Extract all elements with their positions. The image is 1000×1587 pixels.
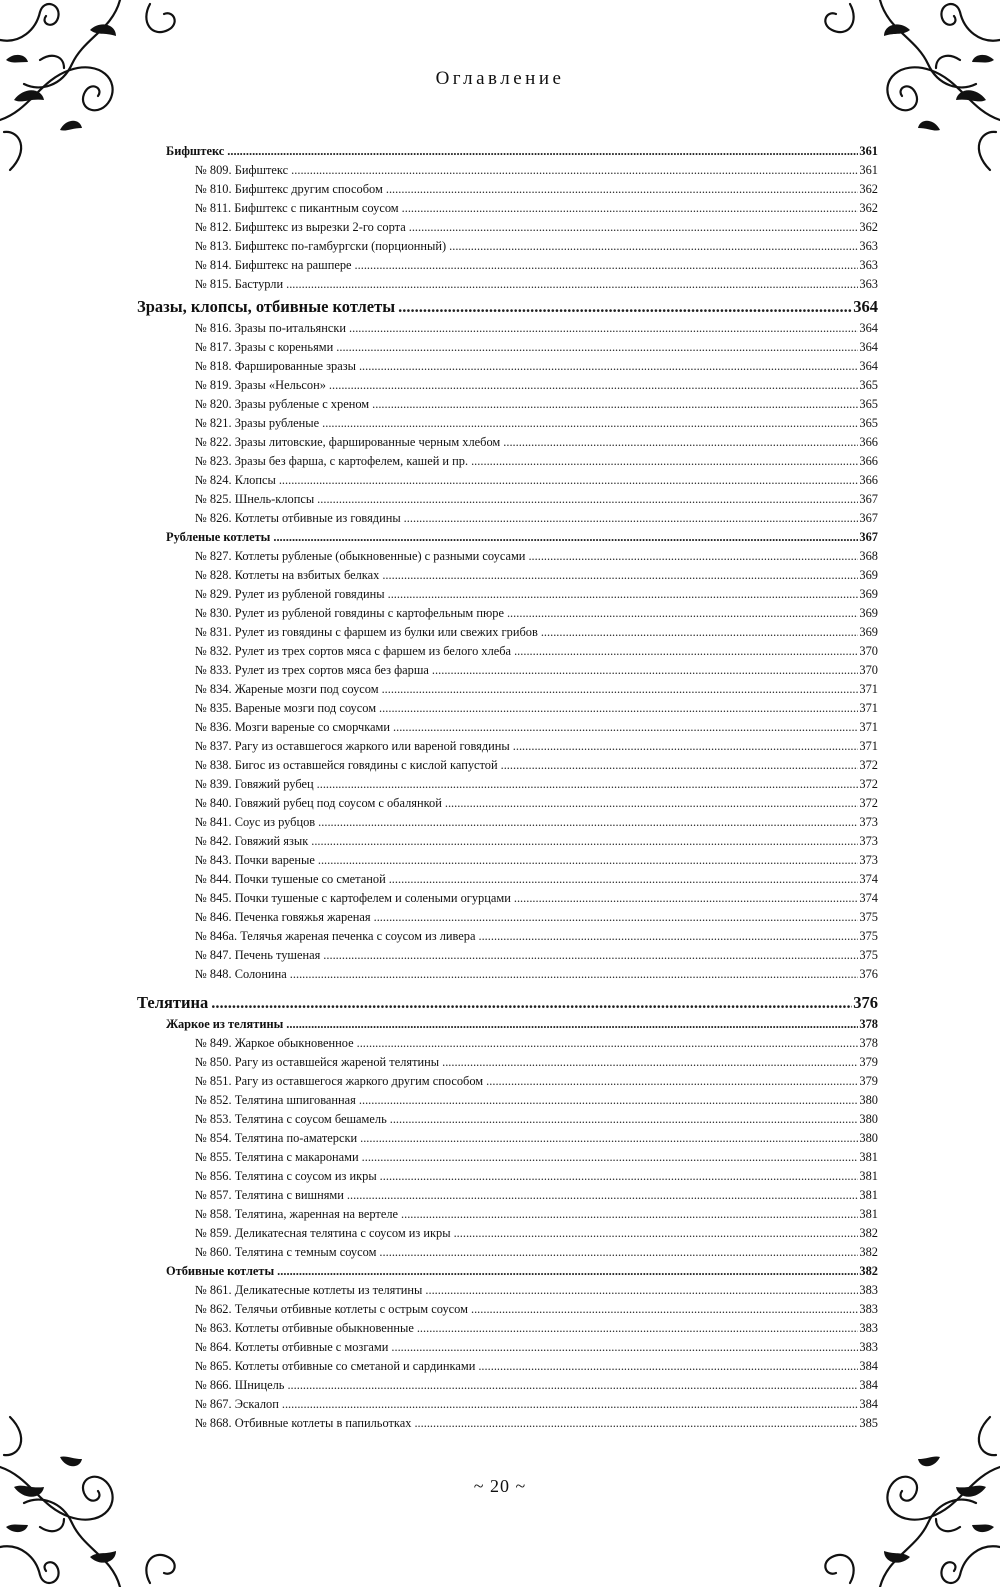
page-number: ~ 20 ~ xyxy=(473,1476,527,1496)
toc-page-number: 363 xyxy=(859,239,878,253)
toc-page-number: 367 xyxy=(859,530,878,544)
toc-page-number: 371 xyxy=(859,739,878,753)
toc-page-number: 376 xyxy=(859,967,878,981)
dot-leader xyxy=(478,929,858,944)
toc-entry xyxy=(137,359,878,378)
dot-leader xyxy=(432,663,858,678)
toc-title: Отбивные котлеты xyxy=(166,1264,275,1278)
toc-title: № 865. Котлеты отбивные со сметаной и сардинками xyxy=(195,1359,476,1373)
dot-leader xyxy=(349,321,858,336)
toc-entry xyxy=(137,663,878,682)
toc-page-number: 365 xyxy=(859,378,878,392)
table-of-contents xyxy=(137,144,878,1435)
toc-page-number: 363 xyxy=(859,258,878,272)
toc-title: № 868. Отбивные котлеты в папильотках xyxy=(195,1416,412,1430)
toc-page-number: 364 xyxy=(859,321,878,335)
dot-leader xyxy=(409,220,859,235)
toc-entry xyxy=(137,853,878,872)
dot-leader xyxy=(317,777,859,792)
toc-page-number: 364 xyxy=(859,340,878,354)
toc-page-number: 371 xyxy=(859,701,878,715)
toc-entry xyxy=(137,606,878,625)
toc-entry xyxy=(137,1378,878,1397)
toc-entry xyxy=(137,163,878,182)
toc-page-number: 384 xyxy=(859,1378,878,1392)
toc-page-number: 367 xyxy=(859,492,878,506)
toc-entry xyxy=(137,568,878,587)
toc-title: № 839. Говяжий рубец xyxy=(195,777,314,791)
toc-page-number: 380 xyxy=(859,1112,878,1126)
toc-title: № 843. Почки вареные xyxy=(195,853,315,867)
dot-leader xyxy=(322,416,858,431)
toc-page-number: 365 xyxy=(859,397,878,411)
toc-title: № 809. Бифштекс xyxy=(195,163,289,177)
toc-entry xyxy=(137,1169,878,1188)
toc-entry xyxy=(137,201,878,220)
dot-leader xyxy=(449,239,858,254)
toc-page-number: 383 xyxy=(859,1321,878,1335)
toc-title: № 847. Печень тушеная xyxy=(195,948,321,962)
toc-entry xyxy=(137,758,878,777)
toc-entry xyxy=(137,967,878,986)
toc-title: № 846а. Телячья жареная печенка с соусом из ливера xyxy=(195,929,476,943)
toc-page-number: 380 xyxy=(859,1131,878,1145)
dot-leader xyxy=(445,796,859,811)
toc-page-number: 381 xyxy=(859,1169,878,1183)
dot-leader xyxy=(317,492,858,507)
dot-leader xyxy=(318,815,858,830)
toc-title: № 862. Телячьи отбивные котлеты с острым соусом xyxy=(195,1302,468,1316)
dot-leader xyxy=(277,1264,858,1279)
dot-leader xyxy=(286,277,858,292)
toc-entry xyxy=(137,1036,878,1055)
toc-page-number: 371 xyxy=(859,682,878,696)
toc-section xyxy=(137,297,878,321)
toc-title: № 820. Зразы рубленые с хреном xyxy=(195,397,370,411)
toc-entry xyxy=(137,258,878,277)
toc-page-number: 375 xyxy=(859,929,878,943)
toc-page-number: 381 xyxy=(859,1188,878,1202)
toc-title: № 858. Телятина, жаренная на вертеле xyxy=(195,1207,398,1221)
toc-entry xyxy=(137,1340,878,1359)
toc-title: № 846. Печенка говяжья жареная xyxy=(195,910,371,924)
toc-title: № 837. Рагу из оставшегося жаркого или вареной говядины xyxy=(195,739,510,753)
toc-page-number: 382 xyxy=(859,1226,878,1240)
toc-title: № 844. Почки тушеные со сметаной xyxy=(195,872,386,886)
toc-title: № 845. Почки тушеные с картофелем и солеными огурцами xyxy=(195,891,511,905)
toc-page-number: 381 xyxy=(859,1207,878,1221)
toc-entry xyxy=(137,1055,878,1074)
toc-entry xyxy=(137,815,878,834)
toc-title: Жаркое из телятины xyxy=(166,1017,284,1031)
toc-entry xyxy=(137,1283,878,1302)
toc-title: № 860. Телятина с темным соусом xyxy=(195,1245,377,1259)
toc-title: № 812. Бифштекс из вырезки 2-го сорта xyxy=(195,220,406,234)
toc-page-number: 380 xyxy=(859,1093,878,1107)
toc-title: № 866. Шницель xyxy=(195,1378,285,1392)
dot-leader xyxy=(471,1302,858,1317)
toc-page-number: 372 xyxy=(859,777,878,791)
toc-entry xyxy=(137,1074,878,1093)
toc-title: № 848. Солонина xyxy=(195,967,287,981)
toc-entry xyxy=(137,1131,878,1150)
dot-leader xyxy=(282,1397,859,1412)
toc-page-number: 381 xyxy=(859,1150,878,1164)
dot-leader xyxy=(390,1112,859,1127)
toc-page-number: 363 xyxy=(859,277,878,291)
dot-leader xyxy=(360,1131,858,1146)
toc-title: № 815. Бастурли xyxy=(195,277,284,291)
dot-leader xyxy=(388,587,859,602)
dot-leader xyxy=(359,359,858,374)
toc-entry xyxy=(137,1397,878,1416)
toc-entry xyxy=(137,378,878,397)
toc-title: № 829. Рулет из рубленой говядины xyxy=(195,587,385,601)
dot-leader xyxy=(391,1340,858,1355)
toc-entry xyxy=(137,1302,878,1321)
toc-entry xyxy=(137,340,878,359)
toc-entry xyxy=(137,796,878,815)
toc-page-number: 383 xyxy=(859,1283,878,1297)
toc-entry xyxy=(137,872,878,891)
toc-page-number: 373 xyxy=(859,834,878,848)
toc-title: № 853. Телятина с соусом бешамель xyxy=(195,1112,387,1126)
toc-entry xyxy=(137,1093,878,1112)
toc-page-number: 370 xyxy=(859,663,878,677)
toc-entry xyxy=(137,1188,878,1207)
dot-leader xyxy=(386,182,859,197)
toc-title: Рубленые котлеты xyxy=(166,530,271,544)
toc-page-number: 367 xyxy=(859,511,878,525)
toc-entry xyxy=(137,1226,878,1245)
toc-page-number: 379 xyxy=(859,1074,878,1088)
dot-leader xyxy=(374,910,859,925)
dot-leader xyxy=(355,258,859,273)
toc-page-number: 368 xyxy=(859,549,878,563)
toc-title: № 811. Бифштекс с пикантным соусом xyxy=(195,201,399,215)
dot-leader xyxy=(382,568,858,583)
dot-leader xyxy=(401,1207,858,1222)
toc-title: № 822. Зразы литовские, фаршированные черным хлебом xyxy=(195,435,501,449)
toc-title: № 867. Эскалоп xyxy=(195,1397,279,1411)
dot-leader xyxy=(514,644,858,659)
toc-page-number: 362 xyxy=(859,182,878,196)
page-header: Оглавление xyxy=(435,68,565,89)
toc-page-number: 382 xyxy=(859,1245,878,1259)
toc-page-number: 383 xyxy=(859,1302,878,1316)
dot-leader xyxy=(279,473,859,488)
toc-title: № 840. Говяжий рубец под соусом с обалянкой xyxy=(195,796,442,810)
toc-entry xyxy=(137,720,878,739)
toc-entry xyxy=(137,777,878,796)
toc-entry xyxy=(137,1207,878,1226)
toc-title: № 818. Фаршированные зразы xyxy=(195,359,356,373)
dot-leader xyxy=(454,1226,859,1241)
toc-page-number: 382 xyxy=(859,1264,878,1278)
toc-entry xyxy=(137,220,878,239)
toc-title: № 855. Телятина с макаронами xyxy=(195,1150,359,1164)
dot-leader xyxy=(501,758,859,773)
dot-leader xyxy=(372,397,858,412)
dot-leader xyxy=(398,297,852,317)
dot-leader xyxy=(507,606,858,621)
toc-page-number: 384 xyxy=(859,1359,878,1373)
toc-subsection xyxy=(137,144,878,163)
toc-entry xyxy=(137,1150,878,1169)
dot-leader xyxy=(287,1378,858,1393)
toc-entry xyxy=(137,644,878,663)
toc-subsection xyxy=(137,1264,878,1283)
toc-entry xyxy=(137,435,878,454)
toc-title: № 864. Котлеты отбивные с мозгами xyxy=(195,1340,389,1354)
dot-leader xyxy=(273,530,858,545)
toc-title: Бифштекс xyxy=(166,144,225,158)
toc-entry xyxy=(137,1321,878,1340)
dot-leader xyxy=(379,701,858,716)
toc-page-number: 378 xyxy=(859,1017,878,1031)
dot-leader xyxy=(357,1036,859,1051)
toc-title: № 856. Телятина с соусом из икры xyxy=(195,1169,377,1183)
toc-page-number: 372 xyxy=(859,758,878,772)
dot-leader xyxy=(414,1416,858,1431)
toc-page-number: 366 xyxy=(859,473,878,487)
toc-page-number: 379 xyxy=(859,1055,878,1069)
dot-leader xyxy=(393,720,858,735)
dot-leader xyxy=(528,549,858,564)
dot-leader xyxy=(227,144,858,159)
toc-entry xyxy=(137,587,878,606)
toc-section xyxy=(137,993,878,1017)
toc-page-number: 376 xyxy=(853,993,878,1012)
toc-title: Зразы, клопсы, отбивные котлеты xyxy=(137,297,396,316)
toc-page-number: 369 xyxy=(859,587,878,601)
dot-leader xyxy=(402,201,859,216)
dot-leader xyxy=(359,1093,859,1108)
toc-page-number: 364 xyxy=(853,297,878,316)
toc-page-number: 375 xyxy=(859,948,878,962)
toc-entry xyxy=(137,239,878,258)
dot-leader xyxy=(380,1169,859,1184)
toc-page-number: 361 xyxy=(859,163,878,177)
dot-leader xyxy=(389,872,859,887)
toc-title: № 838. Бигос из оставшейся говядины с кислой капустой xyxy=(195,758,498,772)
toc-title: № 810. Бифштекс другим способом xyxy=(195,182,383,196)
dot-leader xyxy=(211,993,852,1013)
toc-entry xyxy=(137,625,878,644)
dot-leader xyxy=(379,1245,858,1260)
toc-page-number: 384 xyxy=(859,1397,878,1411)
toc-title: № 861. Деликатесные котлеты из телятины xyxy=(195,1283,423,1297)
toc-page-number: 373 xyxy=(859,853,878,867)
toc-entry xyxy=(137,682,878,701)
toc-title: № 819. Зразы «Нельсон» xyxy=(195,378,326,392)
toc-page-number: 361 xyxy=(859,144,878,158)
toc-entry xyxy=(137,416,878,435)
toc-page-number: 378 xyxy=(859,1036,878,1050)
toc-page-number: 383 xyxy=(859,1340,878,1354)
toc-title: № 824. Клопсы xyxy=(195,473,276,487)
toc-page-number: 374 xyxy=(859,891,878,905)
toc-page-number: 374 xyxy=(859,872,878,886)
toc-entry xyxy=(137,701,878,720)
toc-title: № 836. Мозги вареные со сморчками xyxy=(195,720,390,734)
toc-entry xyxy=(137,1416,878,1435)
dot-leader xyxy=(417,1321,859,1336)
dot-leader xyxy=(347,1188,859,1203)
toc-entry xyxy=(137,739,878,758)
toc-entry xyxy=(137,891,878,910)
toc-title: № 825. Шнель-клопсы xyxy=(195,492,315,506)
toc-page-number: 366 xyxy=(859,435,878,449)
dot-leader xyxy=(513,739,859,754)
toc-page-number: 370 xyxy=(859,644,878,658)
toc-title: № 817. Зразы с кореньями xyxy=(195,340,334,354)
toc-entry xyxy=(137,929,878,948)
toc-subsection xyxy=(137,530,878,549)
toc-page-number: 369 xyxy=(859,625,878,639)
toc-entry xyxy=(137,454,878,473)
dot-leader xyxy=(382,682,859,697)
dot-leader xyxy=(323,948,858,963)
toc-page-number: 365 xyxy=(859,416,878,430)
toc-page-number: 375 xyxy=(859,910,878,924)
toc-title: № 832. Рулет из трех сортов мяса с фаршем из белого хлеба xyxy=(195,644,512,658)
toc-entry xyxy=(137,948,878,967)
toc-entry xyxy=(137,511,878,530)
toc-entry xyxy=(137,397,878,416)
dot-leader xyxy=(362,1150,859,1165)
toc-title: № 852. Телятина шпигованная xyxy=(195,1093,356,1107)
toc-title: № 857. Телятина с вишнями xyxy=(195,1188,344,1202)
dot-leader xyxy=(478,1359,858,1374)
toc-title: № 831. Рулет из говядины с фаршем из булки или свежих грибов xyxy=(195,625,538,639)
toc-page-number: 364 xyxy=(859,359,878,373)
toc-title: № 833. Рулет из трех сортов мяса без фарша xyxy=(195,663,429,677)
toc-page-number: 362 xyxy=(859,201,878,215)
toc-entry xyxy=(137,834,878,853)
dot-leader xyxy=(425,1283,858,1298)
toc-title: № 851. Рагу из оставшегося жаркого другим способом xyxy=(195,1074,484,1088)
toc-entry xyxy=(137,1245,878,1264)
dot-leader xyxy=(336,340,858,355)
toc-entry xyxy=(137,473,878,492)
toc-title: № 842. Говяжий язык xyxy=(195,834,309,848)
toc-page-number: 372 xyxy=(859,796,878,810)
toc-title: № 854. Телятина по-аматерски xyxy=(195,1131,358,1145)
toc-title: № 828. Котлеты на взбитых белках xyxy=(195,568,380,582)
toc-entry xyxy=(137,321,878,340)
toc-title: № 821. Зразы рубленые xyxy=(195,416,320,430)
toc-title: № 850. Рагу из оставшейся жареной телятины xyxy=(195,1055,440,1069)
toc-title: № 863. Котлеты отбивные обыкновенные xyxy=(195,1321,414,1335)
dot-leader xyxy=(286,1017,858,1032)
dot-leader xyxy=(290,967,859,982)
dot-leader xyxy=(291,163,858,178)
toc-title: № 816. Зразы по-итальянски xyxy=(195,321,346,335)
toc-title: № 849. Жаркое обыкновенное xyxy=(195,1036,354,1050)
dot-leader xyxy=(486,1074,858,1089)
toc-title: № 834. Жареные мозги под соусом xyxy=(195,682,379,696)
dot-leader xyxy=(311,834,858,849)
toc-entry xyxy=(137,182,878,201)
toc-title: № 814. Бифштекс на рашпере xyxy=(195,258,352,272)
toc-subsection xyxy=(137,1017,878,1036)
dot-leader xyxy=(541,625,859,640)
dot-leader xyxy=(404,511,859,526)
toc-page-number: 362 xyxy=(859,220,878,234)
dot-leader xyxy=(471,454,858,469)
toc-page-number: 373 xyxy=(859,815,878,829)
toc-title: № 835. Вареные мозги под соусом xyxy=(195,701,377,715)
toc-title: № 859. Деликатесная телятина с соусом из икры xyxy=(195,1226,451,1240)
dot-leader xyxy=(318,853,859,868)
toc-entry xyxy=(137,277,878,296)
toc-page-number: 371 xyxy=(859,720,878,734)
toc-title: № 827. Котлеты рубленые (обыкновенные) с разными соусами xyxy=(195,549,526,563)
dot-leader xyxy=(514,891,859,906)
dot-leader xyxy=(442,1055,858,1070)
toc-title: № 841. Соус из рубцов xyxy=(195,815,316,829)
toc-entry xyxy=(137,910,878,929)
toc-title: № 823. Зразы без фарша, с картофелем, кашей и пр. xyxy=(195,454,469,468)
toc-page-number: 369 xyxy=(859,606,878,620)
toc-entry xyxy=(137,1112,878,1131)
toc-page-number: 366 xyxy=(859,454,878,468)
toc-page-number: 369 xyxy=(859,568,878,582)
dot-leader xyxy=(503,435,858,450)
toc-title: № 826. Котлеты отбивные из говядины xyxy=(195,511,401,525)
toc-entry xyxy=(137,549,878,568)
toc-title: № 830. Рулет из рубленой говядины с картофельным пюре xyxy=(195,606,504,620)
toc-title: № 813. Бифштекс по-гамбургски (порционный) xyxy=(195,239,447,253)
toc-entry xyxy=(137,492,878,511)
toc-page-number: 385 xyxy=(859,1416,878,1430)
toc-title: Телятина xyxy=(137,993,209,1012)
toc-entry xyxy=(137,1359,878,1378)
dot-leader xyxy=(329,378,858,393)
